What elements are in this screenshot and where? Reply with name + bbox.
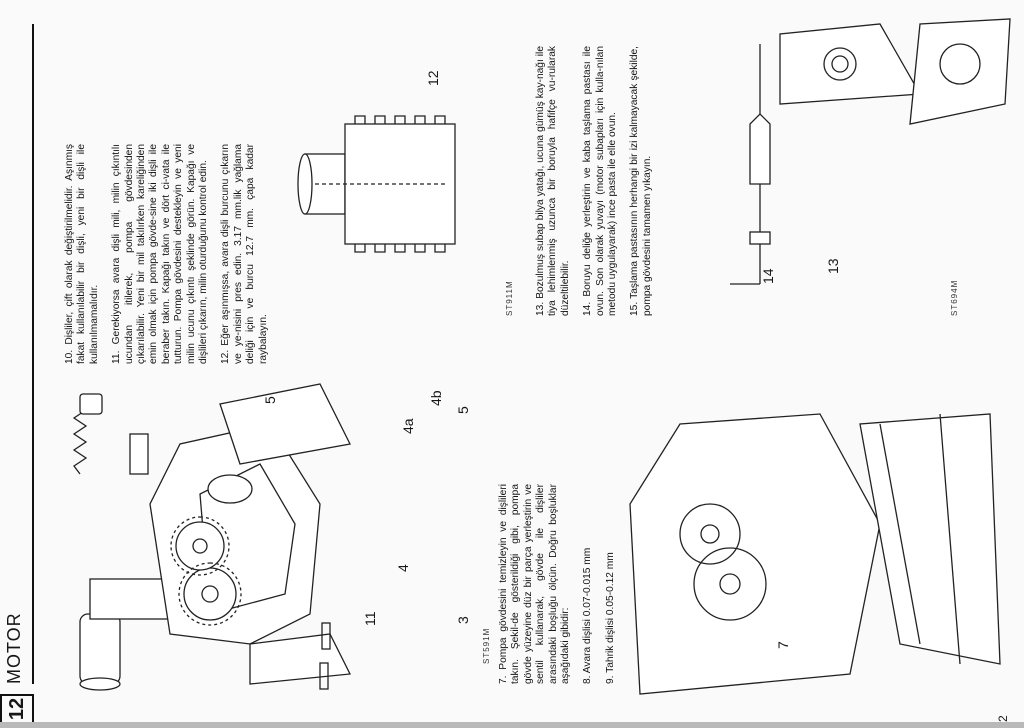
gear-clearance-measurement-diagram — [620, 394, 1010, 704]
step-10-text: 10. Dişliler, çift olarak değiştirilmelidir. Aşınmış fakat kullanılabilir bir dişli, yeni bir dişli ile kullanılmamalıdır. — [64, 144, 100, 364]
step-7-text: 7. Pompa gövdesini temizleyin ve dişlileri takın. Şekil-de gösterildiği gibi, pompa gövde yüzeyine düz bir parça yerleştirin ve sentil kullanarak, gövde ile dişliler arasındaki boşluğu ölçün. Doğru boşluklar aşağıdaki gibidir: — [498, 484, 572, 684]
callout-5-top: 5 — [262, 396, 278, 404]
rotated-manual-page — [0, 4, 1024, 722]
callout-4: 4 — [395, 564, 411, 572]
callout-12: 12 — [425, 70, 441, 86]
oil-pump-exploded-diagram — [60, 384, 360, 704]
callout-11: 11 — [362, 611, 378, 626]
step-12-text: 12. Eğer aşınmışsa, avara dişli burcunu çıkarın ve ye-nisini pres edin. 3.17 mm.lik yağlama deliği için ve burcu 12.7 mm. çapa kadar raybalayın. — [220, 144, 269, 364]
section-title: MOTOR — [4, 612, 24, 684]
step-13-text: 13. Bozulmuş subap bilya yatağı, ucuna gümüş kay-nağı ile tiya lehimlenmiş uzunca bir boruyla hafifçe vu-rularak düzeltilebilir. — [535, 46, 571, 316]
callout-13: 13 — [825, 258, 841, 274]
text-column-2 — [64, 144, 280, 364]
figure-code-st591m: ST591M — [482, 627, 491, 664]
text-column-1 — [498, 484, 627, 684]
callout-14: 14 — [760, 268, 776, 284]
header-rule — [32, 24, 34, 684]
step-15-text: 15. Taşlama pastasının herhangi bir izi kalmayacak şekilde, pompa gövdesini tamamen yıkayın. — [629, 46, 653, 316]
text-column-3 — [535, 46, 664, 316]
step-14-text: 14. Boruyu deliğe yerleştirin ve kaba taşlama pastası ile ovun. Son olarak yuvayı (motor subapları için kulla-nılan metodu uygulayarak) ince pasta ile elle ovun. — [582, 46, 619, 316]
valve-seat-tool-diagram — [720, 14, 1020, 304]
figure-code-st911m: ST911M — [505, 280, 514, 316]
idler-gear-shaft-diagram — [295, 94, 495, 274]
callout-5-right: 5 — [455, 406, 471, 414]
step-8-text: 8. Avara dişlisi 0.07-0.015 mm — [582, 547, 594, 684]
step-11-text: 11. Gerekiyorsa avara dişli mili, milin çıkıntılı ucundan itilerek, pompa gövdesinden çıkarılabilir. Yeni bir mil takılırken kareliğinden emin olmak için pompa gövde-sine iki dişli ile beraber takın. Kapağı takın ve dört ci-vata ile tutturun. Pompa gövdesini destekleyin ve yeni milin ucunu çıkıntı şeklinde görün. Kapağı ve dişlileri çıkarın, milin oturduğunu kontrol edin. — [111, 144, 210, 364]
step-9-text: 9. Tahrik dişlisi 0.05-0.12 mm — [604, 552, 616, 684]
callout-4b: 4b — [428, 390, 444, 406]
page-corner-number: 2 — [996, 715, 1010, 722]
page-number-box: 12 — [0, 694, 34, 722]
callout-7: 7 — [775, 641, 791, 649]
callout-3: 3 — [455, 616, 471, 624]
figure-code-st694m: ST694M — [950, 279, 959, 316]
callout-4a: 4a — [400, 418, 416, 434]
